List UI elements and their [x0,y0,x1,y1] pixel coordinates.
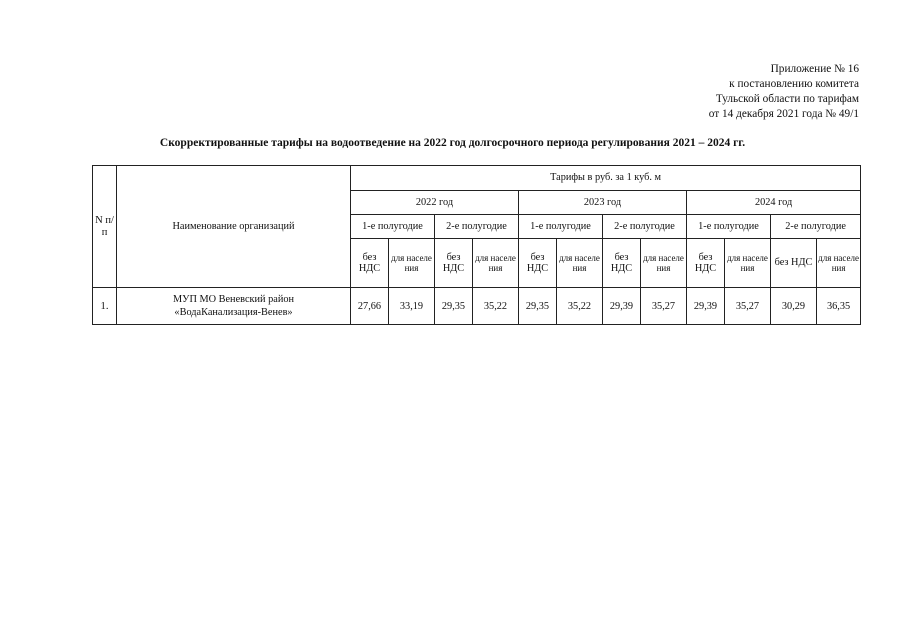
header-no-vat: без НДС [435,239,473,288]
header-no-vat: без НДС [603,239,641,288]
header-tariffs: Тарифы в руб. за 1 куб. м [351,166,861,191]
organization-line-2: «ВодаКанализация-Венев» [174,307,293,318]
row-number: 1. [93,288,117,325]
tariff-cell: 29,39 [603,288,641,325]
tariff-cell: 30,29 [771,288,817,325]
tariff-cell: 35,27 [725,288,771,325]
header-half: 1-е полугодие [519,215,603,239]
header-population: для населе ния [389,239,435,288]
header-half: 2-е полугодие [603,215,687,239]
header-org: Наименование организаций [117,166,351,288]
header-half: 1-е полугодие [687,215,771,239]
header-half: 2-е полугодие [771,215,861,239]
tariff-cell: 29,35 [435,288,473,325]
header-year-2022: 2022 год [351,191,519,215]
organization-name [117,288,351,325]
header-num: N п/п [93,166,117,288]
header-no-vat: без НДС [687,239,725,288]
header-no-vat: без НДС [351,239,389,288]
header-no-vat: без НДС [519,239,557,288]
tariff-cell: 33,19 [389,288,435,325]
tariff-cell: 35,22 [557,288,603,325]
tariff-cell: 36,35 [817,288,861,325]
annex-line-3: Тульской области по тарифам [715,93,859,105]
header-population: для населе ния [817,239,861,288]
header-no-vat: без НДС [771,239,817,288]
tariff-cell: 29,35 [519,288,557,325]
annex-line-4: от 14 декабря 2021 года № 49/1 [708,108,859,120]
header-half: 1-е полугодие [351,215,435,239]
tariffs-table [92,165,861,325]
document-title: Скорректированные тарифы на водоотведение на 2022 год долгосрочного периода регулирования 2021 – 2024 гг. [159,137,746,149]
table-row [93,288,861,325]
tariff-cell: 35,22 [473,288,519,325]
header-year-2024: 2024 год [687,191,861,215]
annex-line-2: к постановлению комитета [729,78,859,90]
header-year-2023: 2023 год [519,191,687,215]
header-population: для населе ния [641,239,687,288]
header-row-tariffs [93,166,861,191]
organization-line-1: МУП МО Веневский район [173,294,294,305]
annex-line-1: Приложение № 16 [770,63,859,75]
annex-block [709,62,859,122]
header-population: для населе ния [473,239,519,288]
tariff-cell: 35,27 [641,288,687,325]
header-half: 2-е полугодие [435,215,519,239]
tariff-cell: 29,39 [687,288,725,325]
header-population: для населе ния [725,239,771,288]
header-population: для населе ния [557,239,603,288]
tariff-cell: 27,66 [351,288,389,325]
